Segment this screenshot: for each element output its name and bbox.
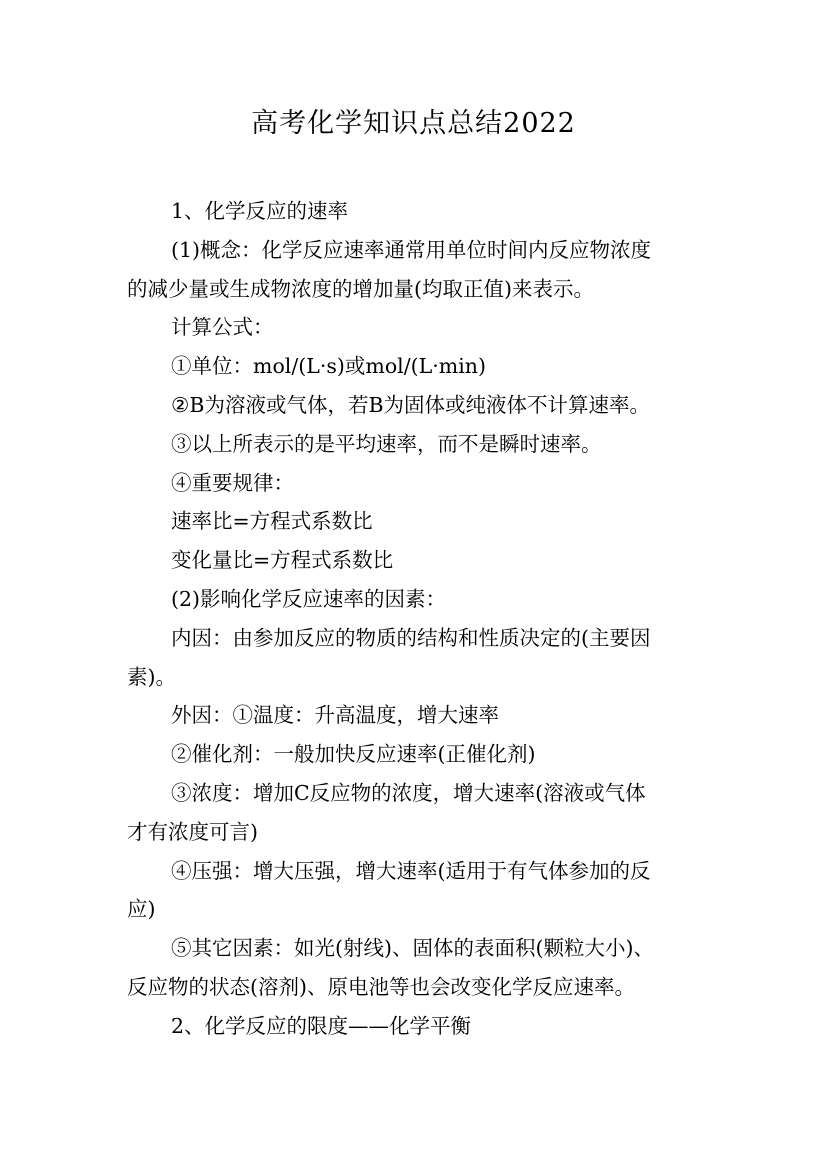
text-line: 速率比=方程式系数比	[171, 509, 373, 534]
text-line: 才有浓度可言)	[127, 819, 258, 844]
text-line: 反应物的状态(溶剂)、原电池等也会改变化学反应速率。	[127, 974, 635, 999]
text-line: ①单位：mol/(L·s)或mol/(L·min)	[171, 354, 486, 379]
text-line: 2、化学反应的限度——化学平衡	[171, 1013, 472, 1038]
text-line: 计算公式：	[171, 315, 274, 340]
document-body	[127, 192, 717, 1046]
text-line: ④压强：增大压强，增大速率(适用于有气体参加的反	[171, 858, 651, 883]
text-line: 1、化学反应的速率	[171, 199, 349, 223]
text-line: ②B为溶液或气体，若B为固体或纯液体不计算速率。	[171, 392, 651, 417]
text-line: ③浓度：增加C反应物的浓度，增大速率(溶液或气体	[171, 780, 646, 805]
text-line: (1)概念：化学反应速率通常用单位时间内反应物浓度	[171, 237, 652, 262]
text-line: ⑤其它因素：如光(射线)、固体的表面积(颗粒大小)、	[171, 936, 654, 961]
text-line: 的减少量或生成物浓度的增加量(均取正值)来表示。	[127, 276, 594, 301]
document-title: 高考化学知识点总结2022	[251, 108, 576, 139]
text-line: ③以上所表示的是平均速率，而不是瞬时速率。	[171, 431, 602, 456]
text-line: 外因：①温度：升高温度，增大速率	[171, 703, 499, 728]
text-line: 内因：由参加反应的物质的结构和性质决定的(主要因	[171, 625, 651, 650]
text-line: ④重要规律：	[171, 470, 294, 495]
text-line: ②催化剂：一般加快反应速率(正催化剂)	[171, 742, 536, 767]
text-line: 素)。	[127, 664, 176, 689]
text-line: (2)影响化学反应速率的因素：	[171, 586, 447, 611]
text-line: 应)	[127, 897, 156, 922]
text-line: 变化量比=方程式系数比	[171, 548, 394, 573]
